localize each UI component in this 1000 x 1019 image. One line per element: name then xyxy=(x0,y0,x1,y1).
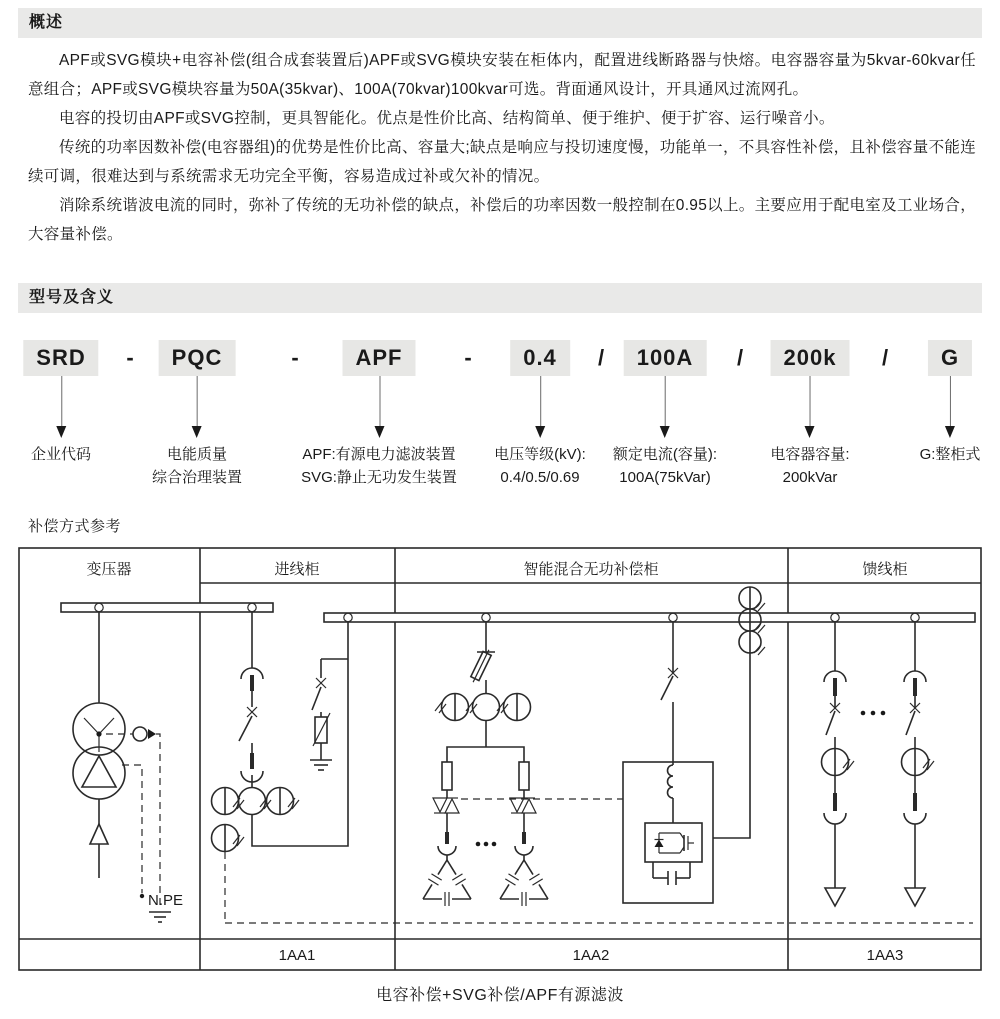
breaker-icon xyxy=(661,668,678,700)
surge-arrester-branch xyxy=(310,659,348,770)
model-section-title: 型号及含义 xyxy=(18,283,982,313)
apf-module-branch xyxy=(623,587,765,903)
igbt-icon xyxy=(655,833,695,853)
ground-icon xyxy=(310,760,332,770)
fuse-icon xyxy=(442,762,452,790)
capacitor-compensation-branch xyxy=(423,622,623,906)
arrow-down-icon xyxy=(56,426,66,438)
feeder-branch xyxy=(822,622,855,906)
incoming-branch xyxy=(212,612,349,923)
model-code-box: G xyxy=(928,340,972,376)
one-line-diagram xyxy=(18,547,982,971)
drawout-contact-icon xyxy=(904,793,926,824)
breaker-icon xyxy=(826,703,840,735)
ground-icon xyxy=(149,912,171,922)
model-separator: / xyxy=(881,345,889,370)
drawout-contact-icon xyxy=(241,668,263,691)
capacitor-leg xyxy=(423,762,471,906)
arrow-line xyxy=(540,376,541,426)
flow-arrow-icon xyxy=(90,824,108,844)
fuse-switch-icon xyxy=(469,648,493,684)
overview-paragraphs xyxy=(28,46,976,249)
diagram-section-title: 补偿方式参考 xyxy=(28,518,122,535)
arrow-line xyxy=(810,376,811,426)
model-part-description: APF:有源电力滤波装置 SVG:静止无功发生装置 xyxy=(301,446,457,486)
drawout-contact-icon xyxy=(904,671,926,696)
model-part-capacity xyxy=(770,330,850,486)
model-separator: - xyxy=(291,345,299,370)
transformer-branch xyxy=(73,612,183,922)
ct-row-icon xyxy=(212,788,300,815)
arrow-line xyxy=(61,376,62,426)
drawout-contact-icon xyxy=(824,671,846,696)
capacitor-bank-icon xyxy=(423,860,471,906)
model-part-description: 额定电流(容量): 100A(75kVar) xyxy=(612,446,718,486)
busbar-transformer xyxy=(61,603,273,612)
model-separator: - xyxy=(464,345,472,370)
overview-paragraph: 消除系统谐波电流的同时，弥补了传统的无功补偿的缺点，补偿后的功率因数一般控制在0.95以上。主要应用于配电室及工业场合，大容量补偿。 xyxy=(28,197,976,243)
arrow-down-icon xyxy=(374,426,384,438)
arrow-line xyxy=(379,376,380,426)
model-part-description: 企业代码 xyxy=(30,446,91,463)
ellipsis-dots xyxy=(861,711,886,716)
dc-capacitor-icon xyxy=(653,862,690,885)
model-part-cabinet xyxy=(919,330,981,463)
wire-dot xyxy=(140,894,144,898)
model-part-description: G:整柜式 xyxy=(919,446,981,463)
arrow-down-icon xyxy=(660,426,670,438)
ct-icon xyxy=(902,749,935,776)
feeder-branch xyxy=(902,622,935,906)
model-separator: - xyxy=(126,345,134,370)
model-code-breakdown xyxy=(0,330,1000,515)
capacitor-bank-icon xyxy=(500,860,548,906)
contactor-icon xyxy=(515,832,533,855)
arrow-down-icon xyxy=(805,426,815,438)
column-header-transformer: 变压器 xyxy=(86,561,132,578)
sense-ct-icon xyxy=(212,825,245,852)
drawout-contact-icon xyxy=(824,793,846,824)
feeder-arrow-icon xyxy=(825,888,845,906)
arrow-line xyxy=(665,376,666,426)
model-separator: / xyxy=(736,345,744,370)
delta-winding-icon xyxy=(82,756,116,787)
column-header-compensation: 智能混合无功补偿柜 xyxy=(523,561,659,578)
model-code-box: SRD xyxy=(23,340,98,376)
arrow-down-icon xyxy=(192,426,202,438)
thyristor-switch-icon xyxy=(510,798,536,813)
breaker-icon xyxy=(906,703,920,735)
model-code-box: 200k xyxy=(771,340,850,376)
neutral-dashed-line xyxy=(122,765,142,893)
column-header-feeder: 馈线柜 xyxy=(862,561,908,578)
fuse-icon xyxy=(519,762,529,790)
section-code-1aa1: 1AA1 xyxy=(278,947,316,964)
model-code-box: PQC xyxy=(159,340,236,376)
column-header-incoming: 进线柜 xyxy=(274,561,320,578)
overview-paragraph: 电容的投切由APF或SVG控制，更具智能化。优点是性价比高、结构简单、便于维护、便于扩容、运行噪音小。 xyxy=(59,110,835,127)
overview-paragraph: APF或SVG模块+电容补偿(组合成套装置后)APF或SVG模块安装在柜体内，配置进线断路器与快熔。电容器容量为5kvar-60kvar任意组合；APF或SVG模块容量为50A(35kvar)、100A(70kvar)100kvar可选。背面通风设计，开具通风过流网孔。 xyxy=(28,52,976,98)
model-code-box: 0.4 xyxy=(510,340,570,376)
busbar-main xyxy=(324,613,975,622)
model-code-box: APF xyxy=(343,340,416,376)
model-part-srd xyxy=(23,330,98,463)
section-code-1aa3: 1AA3 xyxy=(866,947,904,964)
model-part-current xyxy=(612,330,718,486)
reactor-icon xyxy=(668,762,674,798)
overview-section-title: 概述 xyxy=(18,8,982,38)
surge-arrester-icon xyxy=(313,713,330,746)
section-code-1aa2: 1AA2 xyxy=(572,947,610,964)
capacitor-leg xyxy=(500,762,548,906)
diagram-caption: 电容补偿+SVG补偿/APF有源滤波 xyxy=(376,987,624,1004)
overview-paragraph: 传统的功率因数补偿(电容器组)的优势是性价比高、容量大;缺点是响应与投切速度慢，功能单一，不具容性补偿，且补偿容量不能连续可调，很难达到与系统需求无功完全平衡，容易造成过补或欠补的情况。 xyxy=(28,139,976,185)
arrow-line xyxy=(950,376,951,426)
model-code-box: 100A xyxy=(624,340,707,376)
model-part-description: 电容器容量: 200kVar xyxy=(770,446,850,486)
feeder-arrow-icon xyxy=(905,888,925,906)
breaker-icon xyxy=(239,707,257,741)
arrow-line xyxy=(197,376,198,426)
model-part-apf xyxy=(301,330,457,486)
model-part-description: 电压等级(kV): 0.4/0.5/0.69 xyxy=(494,446,586,486)
arrow-down-icon xyxy=(535,426,545,438)
model-separator: / xyxy=(597,345,605,370)
meter-icon xyxy=(106,727,160,907)
model-part-voltage xyxy=(494,330,586,486)
ct-icon xyxy=(822,749,855,776)
arrow-down-icon xyxy=(945,426,955,438)
transformer-symbol xyxy=(73,703,125,799)
ellipsis-dots xyxy=(476,842,497,847)
npe-label: N.PE xyxy=(148,892,184,909)
contactor-icon xyxy=(438,832,456,855)
ct-row-icon xyxy=(435,694,531,721)
thyristor-switch-icon xyxy=(433,798,459,813)
model-part-description: 电能质量 综合治理装置 xyxy=(151,446,243,486)
model-part-pqc xyxy=(151,330,243,486)
